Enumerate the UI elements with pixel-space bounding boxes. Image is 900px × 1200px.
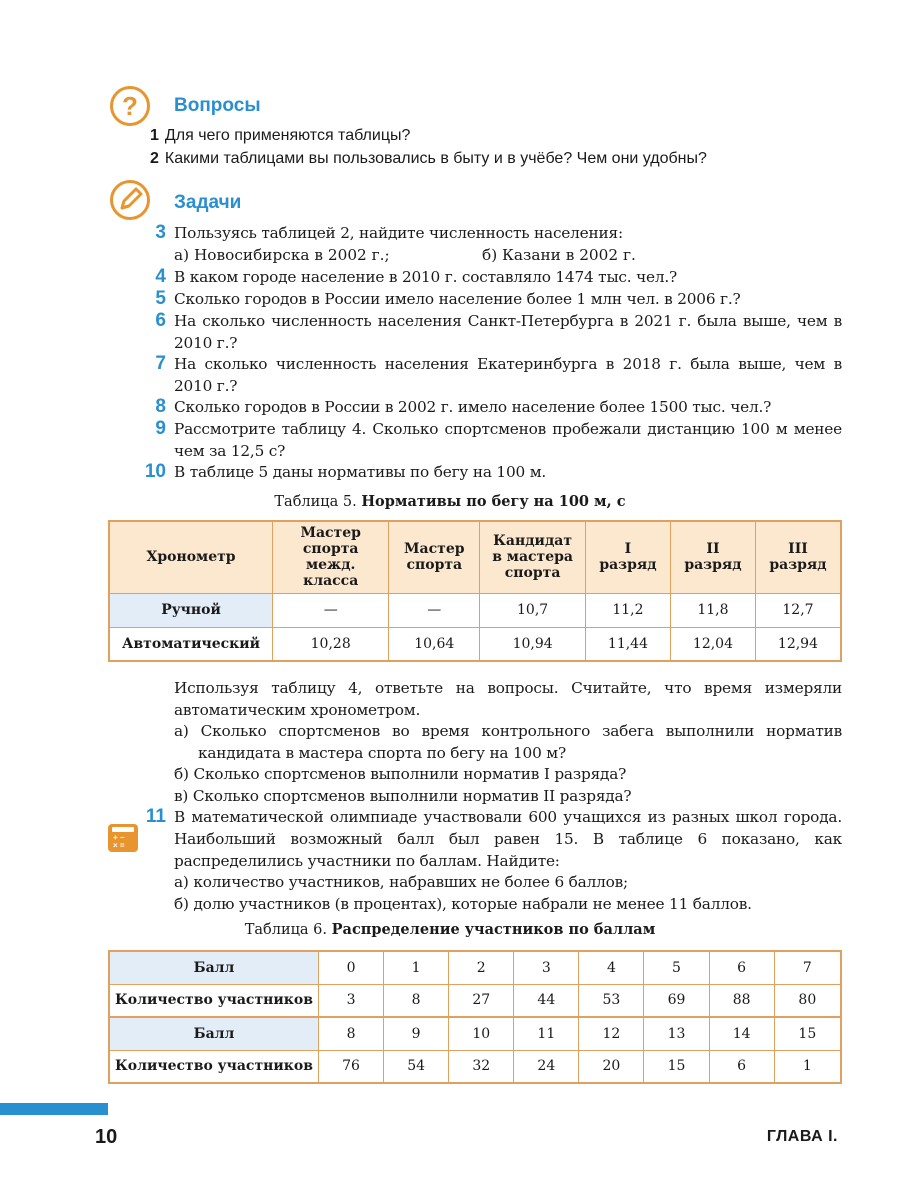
table-row [109, 627, 841, 661]
table5-cell: — [389, 593, 480, 627]
table6-cell: 3 [319, 984, 384, 1017]
table6-cell: 13 [644, 1017, 709, 1050]
table6-cell: 76 [319, 1050, 384, 1083]
task-11-a: а) количество участников, набравших не более 6 баллов; [174, 873, 628, 891]
table6-cell: 24 [514, 1050, 579, 1083]
task-10: 10 В таблице 5 даны нормативы по бегу на 100 м. [144, 461, 547, 482]
table6-cell: 12 [579, 1017, 644, 1050]
question-icon: ? [110, 86, 150, 126]
table5-header-cell: II разряд [670, 521, 755, 593]
table6-cell: 2 [449, 951, 514, 984]
table5-cell: 10,7 [480, 593, 586, 627]
task-9: 9 Рассмотрите таблицу 4. Сколько спортсменов пробежали дистанцию 100 м менее чем за 12,5 с? [155, 418, 842, 460]
table5-cell: 10,94 [480, 627, 586, 661]
table5-header-cell: Мастер спорта межд. класса [273, 521, 389, 593]
table6-cell: 15 [774, 1017, 841, 1050]
table-row [109, 951, 841, 984]
task-4: 4 В каком городе население в 2010 г. составляло 1474 тыс. чел.? [155, 266, 678, 287]
table6-cell: 69 [644, 984, 709, 1017]
table6-cell: 11 [514, 1017, 579, 1050]
pencil-icon [110, 180, 150, 220]
table6-cell: 3 [514, 951, 579, 984]
table6-caption: Таблица 6. Распределение участников по баллам [244, 921, 656, 938]
task-3-a: а) Новосибирска в 2002 г.; [174, 246, 390, 264]
table6-cell: 15 [644, 1050, 709, 1083]
table6-cell: 80 [774, 984, 841, 1017]
table5-cell: 11,2 [585, 593, 670, 627]
task-11: 11 В математической олимпиаде участвовали 600 учащихся из разных школ города. Наибольший возможный балл был равен 15. В таблице 6 показано, как распределились участники по баллам. Найдите: [145, 806, 842, 870]
table5-header-cell: Мастер спорта [389, 521, 480, 593]
task-7: 7 На сколько численность населения Екатеринбурга в 2018 г. была выше, чем в 2010 г.? [155, 353, 842, 395]
table5-header-cell: Хронометр [109, 521, 273, 593]
task-10-c: в) Сколько спортсменов выполнили норматив II разряда? [174, 787, 632, 805]
table5-row-label: Ручной [109, 593, 273, 627]
table6-cell: 6 [709, 951, 774, 984]
table6-cell: 20 [579, 1050, 644, 1083]
table5-header-row [109, 521, 841, 593]
tasks-title: Задачи [174, 192, 242, 213]
table5-caption: Таблица 5. Нормативы по бегу на 100 м, с [274, 493, 626, 510]
table6-row-label: Балл [109, 1017, 319, 1050]
table6-cell: 1 [774, 1050, 841, 1083]
table-row [109, 1017, 841, 1050]
table5-cell: 12,04 [670, 627, 755, 661]
task-10-intro: Используя таблицу 4, ответьте на вопросы. Считайте, что время измеряли автоматическим хронометром. [174, 679, 842, 719]
table5-row-label: Автоматический [109, 627, 273, 661]
table5-header-cell: I разряд [585, 521, 670, 593]
table-row [109, 1050, 841, 1083]
table-row [109, 593, 841, 627]
table5 [108, 520, 842, 662]
table6 [108, 950, 842, 1084]
table5-header-cell: Кандидат в мастера спорта [480, 521, 586, 593]
question-1: 1 Для чего применяются таблицы? [150, 127, 411, 144]
table6-cell: 5 [644, 951, 709, 984]
task-3-b: б) Казани в 2002 г. [482, 246, 636, 264]
table5-cell: 11,8 [670, 593, 755, 627]
table6-cell: 32 [449, 1050, 514, 1083]
table6-cell: 0 [319, 951, 384, 984]
table6-cell: 54 [384, 1050, 449, 1083]
table5-cell: — [273, 593, 389, 627]
task-11-b: б) долю участников (в процентах), которые набрали не менее 11 баллов. [174, 895, 752, 913]
table6-cell: 44 [514, 984, 579, 1017]
table5-cell: 11,44 [585, 627, 670, 661]
table6-cell: 53 [579, 984, 644, 1017]
task-3: 3 Пользуясь таблицей 2, найдите численность населения: [155, 222, 623, 243]
table6-cell: 7 [774, 951, 841, 984]
questions-title: Вопросы [174, 95, 261, 116]
table5-cell: 12,94 [755, 627, 841, 661]
page-number: 10 [95, 1126, 118, 1148]
table5-cell: 12,7 [755, 593, 841, 627]
table6-row-label: Балл [109, 951, 319, 984]
table6-cell: 4 [579, 951, 644, 984]
table6-cell: 27 [449, 984, 514, 1017]
question-2: 2 Какими таблицами вы пользовались в быту и в учёбе? Чем они удобны? [150, 150, 707, 167]
task-10-b: б) Сколько спортсменов выполнили норматив I разряда? [174, 765, 627, 783]
chapter-label: ГЛАВА I. [766, 1128, 838, 1145]
table6-row-label: Количество участников [109, 984, 319, 1017]
table6-cell: 8 [319, 1017, 384, 1050]
table5-cell: 10,28 [273, 627, 389, 661]
table6-cell: 6 [709, 1050, 774, 1083]
table5-header-cell: III разряд [755, 521, 841, 593]
calculator-icon: + − × = [108, 824, 138, 852]
table6-cell: 1 [384, 951, 449, 984]
table6-cell: 88 [709, 984, 774, 1017]
task-8: 8 Сколько городов в России в 2002 г. имело население более 1500 тыс. чел.? [155, 396, 772, 417]
table-row [109, 984, 841, 1017]
table6-cell: 10 [449, 1017, 514, 1050]
task-6: 6 На сколько численность населения Санкт-Петербурга в 2021 г. была выше, чем в 2010 г.? [155, 310, 842, 352]
table5-cell: 10,64 [389, 627, 480, 661]
table6-cell: 14 [709, 1017, 774, 1050]
task-10-a: а) Сколько спортсменов во время контрольного забега выполнили норматив кандидата в мастера спорта по бегу на 100 м? [174, 722, 842, 762]
table6-cell: 9 [384, 1017, 449, 1050]
table6-cell: 8 [384, 984, 449, 1017]
page-accent-bar [0, 1103, 108, 1115]
table6-row-label: Количество участников [109, 1050, 319, 1083]
task-5: 5 Сколько городов в России имело население более 1 млн чел. в 2006 г.? [155, 288, 741, 309]
